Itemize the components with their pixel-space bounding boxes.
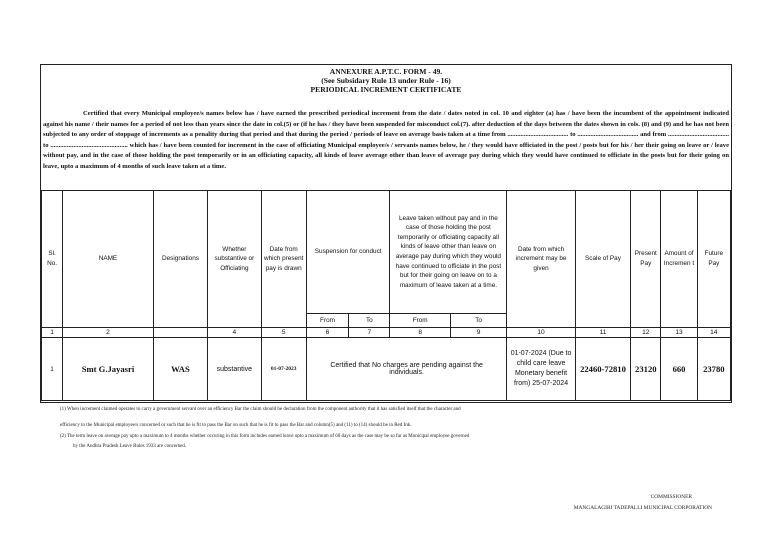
col-number bbox=[153, 328, 207, 338]
future-pay-value: 23780 bbox=[697, 338, 730, 401]
certificate-title: PERIODICAL INCREMENT CERTIFICATE bbox=[310, 85, 462, 94]
footnote-1: (1) When increment claimed operates to carry a government servant over an efficiency Bar the claim should be declaration from the component authority that it has satisfied itself that the character and bbox=[60, 407, 461, 412]
footnote-2: (2) The term leave on average pay upto a maximum to 4 months whether occuring in this form includes earned leave upto a maximum of 60 days as the case may be so far as Municipal employee governed bbox=[60, 434, 470, 439]
col-name: NAME bbox=[63, 191, 154, 328]
col-scale: Scale of Pay bbox=[575, 191, 630, 328]
col-number: 13 bbox=[661, 328, 697, 338]
col-number: 8 bbox=[390, 328, 450, 338]
col-number: 7 bbox=[349, 328, 390, 338]
col-suspension: Suspension for conduct bbox=[306, 191, 390, 314]
col-number: 9 bbox=[450, 328, 506, 338]
col-leave: Leave taken without pay and in the case of those holding the post temporarily or officiating capacity all kinds of leave other than leave on average pay during which they would have continued to officiate in the post but for their going on leave on to a maximum of leave taken at a time. bbox=[390, 191, 507, 314]
employee-status: substantive bbox=[208, 338, 261, 401]
col-number: 5 bbox=[261, 328, 306, 338]
col-sl-no: Sl. No. bbox=[42, 191, 63, 328]
column-number-row bbox=[42, 328, 731, 338]
col-number: 11 bbox=[575, 328, 630, 338]
form-header bbox=[41, 67, 731, 94]
col-date-drawn: Date from which present pay is drawn bbox=[261, 191, 306, 328]
table-header-row bbox=[42, 191, 731, 314]
col-future-pay: Future Pay bbox=[697, 191, 730, 328]
col-number: 12 bbox=[631, 328, 661, 338]
table-row bbox=[42, 338, 731, 401]
col-date-increment: Date from which increment may be given bbox=[507, 191, 575, 328]
charges-remark: Certified that No charges are pending against the individuals. bbox=[306, 338, 506, 401]
col-amount: Amount of Incremen t bbox=[661, 191, 697, 328]
col-number: 14 bbox=[697, 328, 730, 338]
suspension-from: From bbox=[306, 314, 348, 328]
certificate-paragraph bbox=[43, 109, 729, 173]
row-sl: 1 bbox=[42, 338, 63, 401]
suspension-to: To bbox=[349, 314, 390, 328]
leave-from: From bbox=[390, 314, 450, 328]
signatory-title: COMMISSIONER bbox=[650, 494, 692, 500]
increment-table bbox=[41, 190, 731, 401]
increment-date: 01-07-2024 (Due to child care leave Monetary benefit from) 25-07-2024 bbox=[507, 338, 575, 401]
subsidary-rule: (See Subsidary Rule 13 under Rule - 16) bbox=[321, 76, 451, 85]
pay-drawn-date: 01-07-2023 bbox=[261, 338, 306, 401]
signatory-organization: MANGALAGIRI TADEPALLI MUNICIPAL CORPORATION bbox=[573, 505, 712, 511]
form-frame bbox=[40, 64, 732, 403]
pay-scale: 22460-72810 bbox=[575, 338, 630, 401]
present-pay-value: 23120 bbox=[631, 338, 661, 401]
col-designations: Designations bbox=[153, 191, 207, 328]
leave-to: To bbox=[450, 314, 506, 328]
increment-amount: 660 bbox=[661, 338, 697, 401]
certificate-text: Certified that every Municipal employee/s names below has / have earned the prescribed periodical increment from the date / dates noted in col. 10 and eighter (a) has / have been the incumbent of the appointment indicated against his name / their names for a period of not less than years since the date in col.(5) or (if he has / they have been suspended for misconduct col.(7). after deduction of the days between the dates shown in cols. (8) and (9) and he has not been subjected to any order of stoppage of increments as a penality during that period and that during the period / periods of leave on average basis taken at a time from ..................................... to ..................................... and from ..................................... to ............................................... which has / have been counted for increment in the case of officiating Municipal employee/s / servants names below, he / they would have officiated in the post / posts but for his / her their going on leave or / leave without pay, and in the case of those holding the post temporarily or in an officiating capacity, all kinds of leave average other than leave of average pay during which they would have continued to officiate in the posts but for their going on leave, upto a maximum of 4 months of such leave taken at a time. bbox=[43, 110, 729, 170]
col-number: 6 bbox=[306, 328, 348, 338]
col-number: 4 bbox=[208, 328, 261, 338]
footnote-1-cont: efficiency to the Municipal employee/s concerned or such that he is fit to pass the Bar on such that he is fit to pass the Bar and column(5) and (11) to (14) should be in Red Ink. bbox=[60, 423, 412, 428]
col-number: 2 bbox=[63, 328, 154, 338]
annexure-title: ANNEXURE A.P.T.C. FORM - 49. bbox=[329, 67, 443, 76]
footnote-2-cont: by the Andhra Pradesh Leave Rules 1933 are concerned. bbox=[73, 444, 187, 449]
employee-designation: WAS bbox=[153, 338, 207, 401]
col-number: 1 bbox=[42, 328, 63, 338]
col-present-pay: Present Pay bbox=[631, 191, 661, 328]
col-number: 10 bbox=[507, 328, 575, 338]
employee-name: Smt G.Jayasri bbox=[63, 338, 154, 401]
col-whether: Whether substantive or Officiating bbox=[208, 191, 261, 328]
